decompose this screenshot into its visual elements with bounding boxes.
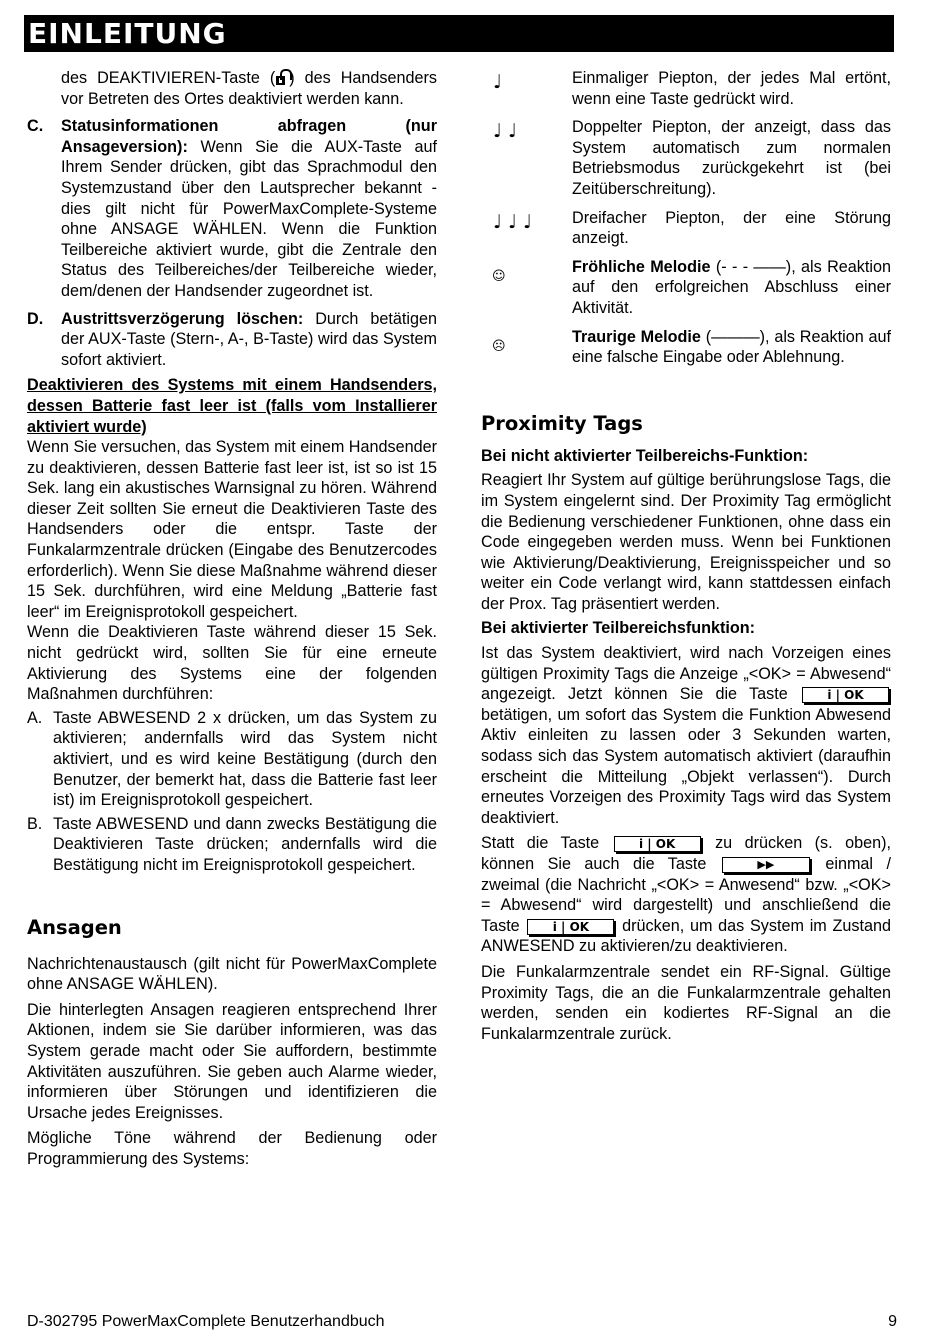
proximity-paragraph-3 — [481, 833, 891, 957]
ansagen-paragraph-1: Nachrichtenaustausch (gilt nicht für PowerMaxComplete ohne ANSAGE WÄHLEN). — [27, 954, 437, 994]
footer-document-title: D-302795 PowerMaxComplete Benutzerhandbuch — [27, 1313, 385, 1330]
prox-p3-text-b: zu drücken (s. oben), können Sie auch die Taste — [481, 834, 891, 873]
beep-double-row — [481, 117, 891, 199]
list-item-a — [27, 708, 437, 811]
intro-text-pre: des DEAKTIVIEREN-Taste ( — [61, 69, 276, 87]
beep-triple-text: Dreifacher Piepton, der eine Störung anzeigt. — [572, 208, 891, 248]
ok-key-button: i | OK — [802, 687, 889, 703]
item-b-text: Taste ABWESEND und dann zwecks Bestätigung die Deaktivieren Taste drücken; andernfalls wird die Bestätigung nicht im Ereignisprotokoll gespeichert. — [53, 814, 437, 874]
item-a-text: Taste ABWESEND 2 x drücken, um das System zu aktivieren; andernfalls wird das System nicht aktiviert, und es wird keine Bestätigung (durch den Benutzer, der bemerkt hat, dass die Batterie fast leer ist) im Ereignisprotokoll gespeichert. — [53, 708, 437, 810]
page-footer — [27, 1312, 897, 1332]
melody-sad-row — [481, 327, 891, 368]
ok-key-button: i | OK — [527, 919, 614, 935]
proximity-heading: Proximity Tags — [481, 411, 643, 435]
smiley-face-icon: ☺ — [492, 268, 506, 284]
melody-happy-title: Fröhliche Melodie — [572, 257, 711, 276]
list-item-b — [27, 814, 437, 876]
proximity-paragraph-2 — [481, 643, 891, 828]
list-item-c — [27, 116, 437, 301]
ansagen-paragraph-3: Mögliche Töne während der Bedienung oder Programmierung des Systems: — [27, 1129, 437, 1168]
section-title: EINLEITUNG — [28, 17, 227, 50]
intro-paragraph — [27, 68, 437, 109]
item-d-title: Austrittsverzögerung löschen: — [61, 309, 304, 328]
beep-single-row — [481, 68, 891, 109]
beep-triple-row — [481, 208, 891, 249]
unlock-icon — [276, 71, 288, 85]
section-header-bar — [24, 15, 894, 52]
item-c-title: Statusinformationen abfragen (nur Ansageversion): — [61, 117, 437, 156]
proximity-subheading-2: Bei aktivierter Teilbereichsfunktion: — [481, 619, 756, 638]
proximity-paragraph-4: Die Funkalarmzentrale sendet ein RF-Signal. Gültige Proximity Tags, die an die Funkalarmzentrale gehalten werden, senden ein kodiertes RF-Signal an die Funkalarmzentrale zurück. — [481, 962, 891, 1043]
list-label-b: B. — [27, 814, 43, 833]
prox-p3-text-a: Statt die Taste — [481, 834, 612, 853]
right-column — [481, 68, 891, 1044]
prox-p3-text-d: drücken, um das System im Zustand ANWESEND zu aktivieren/zu deaktivieren. — [481, 916, 891, 956]
battery-paragraph-2: Wenn die Deaktivieren Taste während dieser 15 Sek. nicht gedrückt wird, sollten Sie für eine erneute Aktivierung des Systems eine der folgenden Maßnahmen durchführen: — [27, 623, 437, 704]
prox-p2-text-b: betätigen, um sofort das System die Funktion Abwesend Aktiv einleiten zu lassen oder 3 Sekunden warten, sodass sich das System automatisch aktiviert (daraufhin erscheint die Mitteilung „Objekt verlassen“). Durch erneutes Vorzeigen des Proximity Tags wird das System deaktiviert. — [481, 705, 891, 827]
beep-single-text: Einmaliger Piepton, der jedes Mal ertönt, wenn eine Taste gedrückt wird. — [572, 69, 891, 108]
triple-note-icon: ♩ ♩ ♩ — [493, 210, 532, 233]
list-label-a: A. — [27, 708, 43, 727]
list-label-c: C. — [27, 117, 44, 136]
item-d-text: Durch betätigen der AUX-Taste (Stern-, A-, B-Taste) wird das System sofort aktiviert. — [61, 309, 437, 369]
melody-happy-text: (- - - ——), als Reaktion auf den erfolgreichen Abschluss einer Aktivität. — [572, 257, 891, 317]
ansagen-paragraph-2: Die hinterlegten Ansagen reagieren entsprechend Ihrer Aktionen, indem sie Sie darüber informieren, was das System gerade macht oder Sie auffordern, bestimmte Aktivitäten auszuführen. Sie geben auch Alarme wieder, informieren über Störungen und identifizieren die Ursache jedes Ereignisses. — [27, 1000, 437, 1122]
list-label-d: D. — [27, 309, 44, 328]
prox-p2-text-a: Ist das System deaktiviert, wird nach Vorzeigen eines gültigen Proximity Tags die Anzeige „<OK> = Abwesend“ angezeigt. Jetzt können Sie die Taste — [481, 644, 891, 704]
item-c-text: Wenn Sie die AUX-Taste auf Ihrem Sender drücken, gibt das Sprachmodul den Systemzustand über den Lautsprecher bekannt - dies gilt nicht für PowerMaxComplete-Systeme ohne ANSAGE WÄHLEN. Wenn die Funktion Teilbereiche aktiviert wurde, gibt die Zentrale den Status des Teilbereiches/der Teilbereiche wieder, dem/denen der Handsender zugeordnet ist. — [61, 137, 437, 300]
proximity-subheading-1: Bei nicht aktivierter Teilbereichs-Funktion: — [481, 446, 809, 465]
proximity-paragraph-1: Reagiert Ihr System auf gültige berührungslose Tags, die im System eingelernt sind. Der Proximity Tag ermöglicht die Bedienung verschiedener Funktionen, ohne dass ein Code eingegeben werden muss. Wenn bei Funktionen wie Aktivierung/Deaktivierung, Ereignisspeicher und so weiter ein Code verlangt wird, kann stattdessen einfach der Prox. Tag präsentiert werden. — [481, 471, 891, 613]
melody-happy-row — [481, 257, 891, 319]
ok-key-button: i | OK — [614, 836, 701, 852]
beep-double-text: Doppelter Piepton, der anzeigt, dass das System automatisch zum normalen Betriebsmodus zurückgekehrt ist (bei Zeitüberschreitung). — [572, 118, 891, 198]
ansagen-heading: Ansagen — [27, 915, 122, 939]
sad-face-icon: ☹ — [492, 338, 506, 354]
page-number: 9 — [888, 1313, 897, 1330]
prox-p3-text-c: einmal / zweimal (die Nachricht „<OK> = Anwesend“ bzw. „<OK> = Abwesend“ wird dargestellt) und anschließend die Taste — [481, 855, 891, 935]
forward-key-button: ▶▶ — [722, 857, 810, 873]
melody-sad-title: Traurige Melodie — [572, 327, 701, 346]
intro-text-post: ) des Handsenders vor Betreten des Ortes deaktiviert werden kann. — [61, 69, 437, 108]
double-note-icon: ♩ ♩ — [493, 120, 517, 143]
battery-heading: Deaktivieren des Systems mit einem Handsenders, dessen Batterie fast leer ist (falls vom Installierer aktiviert wurde) — [27, 376, 437, 436]
battery-paragraph-1: Wenn Sie versuchen, das System mit einem Handsender zu deaktivieren, dessen Batterie fast leer ist, ist so ist 15 Sek. lang ein akustisches Warnsignal zu hören. Während dieser Zeit sollten Sie erneut die Deaktivieren Taste des Handsenders oder die entspr. Taste der Funkalarmzentrale drücken (Eingabe des Benutzercodes erforderlich). Wenn Sie diese Maßnahme während dieser 15 Sek. durchführen, wird eine Meldung „Batterie fast leer“ im Ereignisprotokoll gespeichert. — [27, 438, 437, 621]
list-item-d — [27, 309, 437, 371]
left-column — [27, 68, 437, 1170]
single-note-icon: ♩ — [493, 71, 502, 93]
melody-sad-text: (———), als Reaktion auf eine falsche Eingabe oder Ablehnung. — [572, 327, 891, 367]
